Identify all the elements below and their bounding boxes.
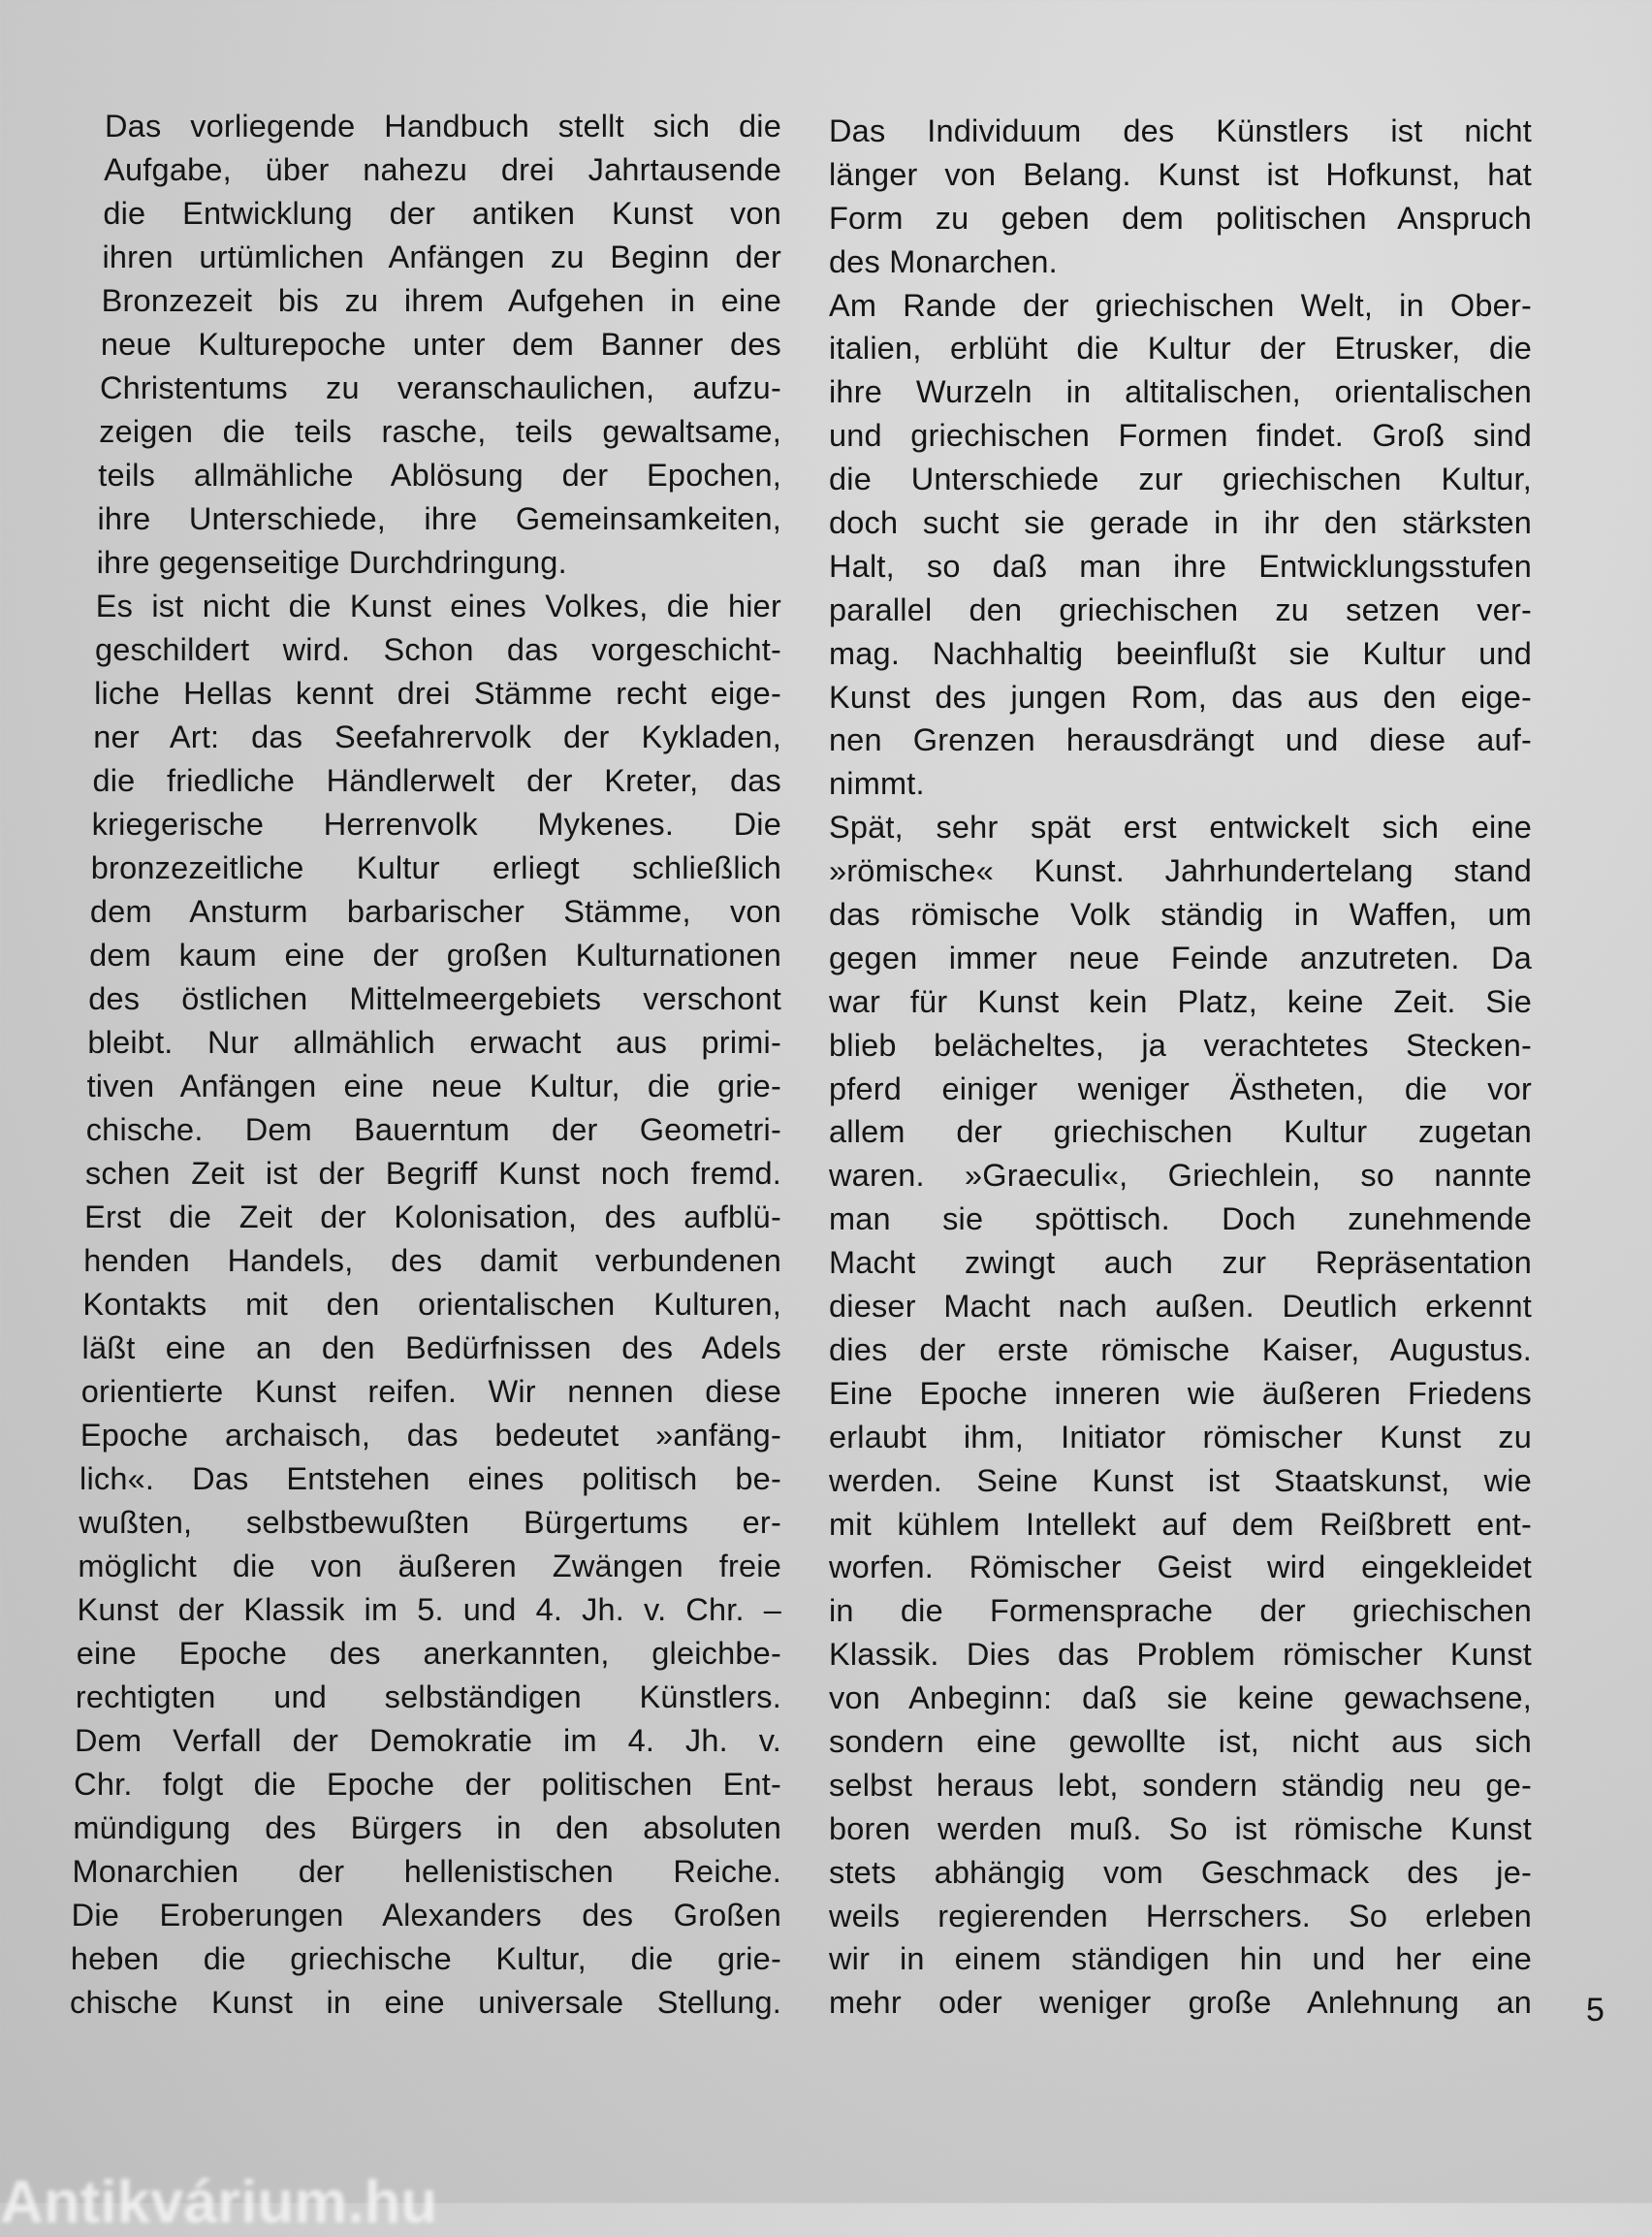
text-line: länger von Belang. Kunst ist Hofkunst, hat bbox=[829, 156, 1532, 192]
text-line: dies der erste römische Kaiser, Augustus. bbox=[829, 1331, 1532, 1367]
text-line: waren. »Graeculi«, Griechlein, so nannte bbox=[829, 1158, 1532, 1194]
text-line: Kunst der Klassik im 5. und 4. Jh. v. Chr. – bbox=[77, 1592, 781, 1627]
text-line: Macht zwingt auch zur Repräsentation bbox=[829, 1245, 1532, 1281]
text-line: des östlichen Mittelmeergebiets verschont bbox=[88, 981, 781, 1016]
text-line: ihren urtümlichen Anfängen zu Beginn der bbox=[102, 240, 781, 274]
text-line: das römische Volk ständig in Waffen, um bbox=[829, 897, 1532, 933]
text-line: die Unterschiede zur griechischen Kultur, bbox=[829, 462, 1532, 497]
text-line: teils allmähliche Ablösung der Epochen, bbox=[98, 458, 781, 493]
text-line: zeigen die teils rasche, teils gewaltsame, bbox=[99, 414, 781, 449]
text-line: Am Rande der griechischen Welt, in Ober- bbox=[829, 287, 1532, 323]
text-line: die friedliche Händlerwelt der Kreter, das bbox=[92, 763, 781, 798]
text-line: Form zu geben dem politischen Anspruch bbox=[829, 200, 1532, 236]
text-line: Das Individuum des Künstlers ist nicht bbox=[829, 113, 1532, 148]
text-line: schen Zeit ist der Begriff Kunst noch fremd. bbox=[84, 1156, 781, 1191]
text-line: nen Grenzen herausdrängt und diese auf- bbox=[829, 722, 1532, 758]
text-line: Halt, so daß man ihre Entwicklungsstufen bbox=[829, 548, 1532, 584]
text-line: Chr. folgt die Epoche der politischen Ent- bbox=[74, 1767, 781, 1802]
right-text-column bbox=[829, 110, 1532, 2025]
text-line: dem kaum eine der großen Kulturnationen bbox=[89, 938, 781, 973]
page-number: 5 bbox=[1586, 1992, 1604, 2029]
text-line: Erst die Zeit der Kolonisation, des aufblü- bbox=[84, 1199, 781, 1234]
text-line: man sie spöttisch. Doch zunehmende bbox=[829, 1201, 1532, 1237]
text-line: dieser Macht nach außen. Deutlich erkennt bbox=[829, 1289, 1532, 1325]
text-line: ihre gegenseitige Durchdringung. bbox=[96, 545, 567, 580]
text-line: Eine Epoche inneren wie äußeren Friedens bbox=[829, 1375, 1532, 1411]
text-line: läßt eine an den Bedürfnissen des Adels bbox=[81, 1330, 781, 1365]
text-line: stets abhängig vom Geschmack des je- bbox=[829, 1854, 1532, 1890]
text-line: »römische« Kunst. Jahrhundertelang stand bbox=[829, 853, 1532, 889]
text-line: des Monarchen. bbox=[829, 243, 1058, 279]
text-line: Es ist nicht die Kunst eines Volkes, die hier bbox=[95, 589, 781, 623]
text-line: orientierte Kunst reifen. Wir nennen diese bbox=[80, 1374, 781, 1409]
text-line: nimmt. bbox=[829, 766, 925, 802]
text-line: sondern eine gewollte ist, nicht aus sich bbox=[829, 1723, 1532, 1759]
text-line: tiven Anfängen eine neue Kultur, die grie- bbox=[86, 1069, 781, 1103]
text-line: und griechischen Formen findet. Groß sind bbox=[829, 418, 1532, 454]
text-line: Epoche archaisch, das bedeutet »anfäng- bbox=[79, 1418, 781, 1453]
text-line: erlaubt ihm, Initiator römischer Kunst zu bbox=[829, 1419, 1532, 1454]
text-line: Monarchien der hellenistischen Reiche. bbox=[72, 1854, 781, 1889]
text-line: heben die griechische Kultur, die grie- bbox=[70, 1941, 781, 1976]
text-line: italien, erblüht die Kultur der Etrusker, die bbox=[829, 331, 1532, 367]
left-text-column bbox=[70, 105, 781, 2025]
text-line: neue Kulturepoche unter dem Banner des bbox=[100, 327, 781, 362]
text-line: wir in einem ständigen hin und her eine bbox=[829, 1941, 1532, 1977]
text-line: Kontakts mit den orientalischen Kulturen, bbox=[82, 1287, 781, 1322]
text-line: Die Eroberungen Alexanders des Großen bbox=[71, 1898, 781, 1933]
text-line: chische Kunst in eine universale Stellung. bbox=[70, 1985, 781, 2020]
text-line: bronzezeitliche Kultur erliegt schließlich bbox=[90, 850, 781, 885]
text-line: dem Ansturm barbarischer Stämme, von bbox=[89, 894, 781, 929]
text-line: lich«. Das Entstehen eines politisch be- bbox=[79, 1461, 781, 1496]
text-line: geschildert wird. Schon das vorgeschicht- bbox=[94, 632, 781, 667]
text-line: Kunst des jungen Rom, das aus den eige- bbox=[829, 679, 1532, 715]
text-line: blieb belächeltes, ja verachtetes Stecken- bbox=[829, 1027, 1532, 1063]
text-line: war für Kunst kein Platz, keine Zeit. Sie bbox=[829, 983, 1532, 1019]
text-line: chische. Dem Bauerntum der Geometri- bbox=[85, 1112, 781, 1147]
text-line: Bronzezeit bis zu ihrem Aufgehen in eine bbox=[101, 283, 781, 318]
text-line: mit kühlem Intellekt auf dem Reißbrett ent- bbox=[829, 1506, 1532, 1542]
text-line: selbst heraus lebt, sondern ständig neu ge- bbox=[829, 1767, 1532, 1803]
text-line: worfen. Römischer Geist wird eingekleidet bbox=[829, 1550, 1532, 1585]
text-line: eine Epoche des anerkannten, gleichbe- bbox=[76, 1636, 781, 1671]
text-line: allem der griechischen Kultur zugetan bbox=[829, 1114, 1532, 1150]
text-line: ihre Unterschiede, ihre Gemeinsamkeiten, bbox=[97, 501, 781, 536]
text-line: Christentums zu veranschaulichen, aufzu- bbox=[99, 370, 781, 405]
text-line: mag. Nachhaltig beeinflußt sie Kultur und bbox=[829, 635, 1532, 671]
text-line: Aufgabe, über nahezu drei Jahrtausende bbox=[104, 152, 781, 187]
text-line: rechtigten und selbständigen Künstlers. bbox=[75, 1679, 781, 1714]
text-line: parallel den griechischen zu setzen ver- bbox=[829, 591, 1532, 627]
text-line: weils regierenden Herrschers. So erleben bbox=[829, 1898, 1532, 1933]
text-line: in die Formensprache der griechischen bbox=[829, 1593, 1532, 1629]
text-line: von Anbeginn: daß sie keine gewachsene, bbox=[829, 1680, 1532, 1716]
text-line: gegen immer neue Feinde anzutreten. Da bbox=[829, 940, 1532, 975]
text-line: bleibt. Nur allmählich erwacht aus primi- bbox=[87, 1025, 781, 1060]
text-line: Das vorliegende Handbuch stellt sich die bbox=[105, 109, 781, 144]
text-line: henden Handels, des damit verbundenen bbox=[83, 1243, 781, 1278]
text-line: pferd einiger weniger Ästheten, die vor bbox=[829, 1071, 1532, 1106]
text-line: die Entwicklung der antiken Kunst von bbox=[103, 196, 781, 231]
watermark: Antikvárium.hu bbox=[0, 2169, 438, 2236]
text-line: ner Art: das Seefahrervolk der Kykladen, bbox=[93, 719, 781, 754]
text-line: doch sucht sie gerade in ihr den stärksten bbox=[829, 505, 1532, 541]
text-line: werden. Seine Kunst ist Staatskunst, wie bbox=[829, 1462, 1532, 1498]
text-line: mehr oder weniger große Anlehnung an bbox=[829, 1985, 1532, 2021]
text-line: mündigung des Bürgers in den absoluten bbox=[73, 1810, 781, 1845]
text-line: liche Hellas kennt drei Stämme recht eige- bbox=[94, 676, 781, 711]
text-line: Klassik. Dies das Problem römischer Kunst bbox=[829, 1637, 1532, 1673]
text-line: Spät, sehr spät erst entwickelt sich eine bbox=[829, 810, 1532, 846]
text-line: boren werden muß. So ist römische Kunst bbox=[829, 1810, 1532, 1846]
text-line: kriegerische Herrenvolk Mykenes. Die bbox=[91, 807, 781, 842]
text-line: wußten, selbstbewußten Bürgertums er- bbox=[79, 1505, 781, 1540]
text-line: ihre Wurzeln in altitalischen, orientalischen bbox=[829, 374, 1532, 410]
text-line: Dem Verfall der Demokratie im 4. Jh. v. bbox=[75, 1723, 781, 1758]
text-line: möglicht die von äußeren Zwängen freie bbox=[78, 1549, 781, 1583]
